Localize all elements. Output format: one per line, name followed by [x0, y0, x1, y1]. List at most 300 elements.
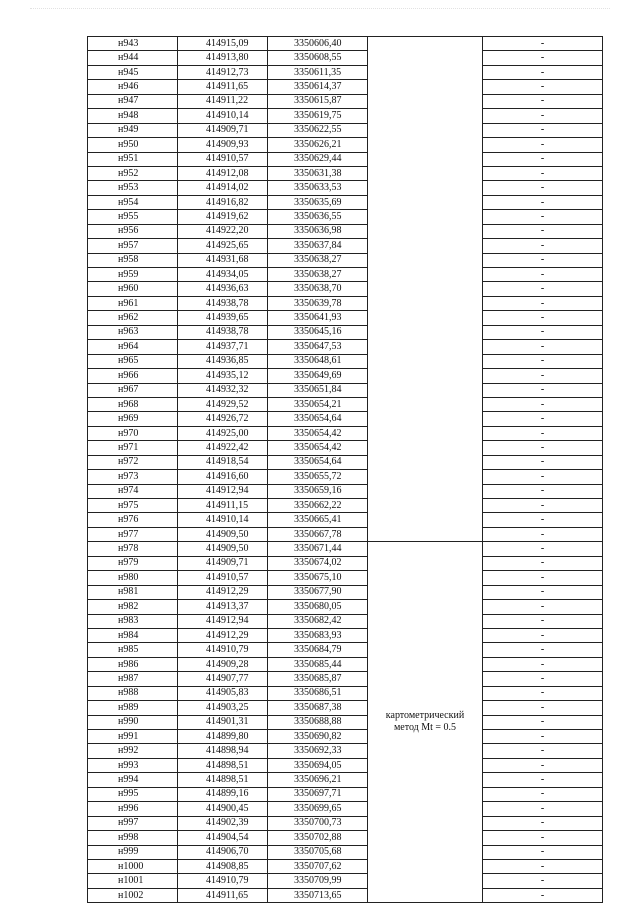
point-name-cell: н995: [88, 787, 178, 801]
y-coordinate-cell: 3350614,37: [268, 80, 368, 94]
y-coordinate-cell: 3350635,69: [268, 195, 368, 209]
dash-cell: -: [483, 94, 603, 108]
dash-cell: -: [483, 181, 603, 195]
y-coordinate-cell: 3350683,93: [268, 628, 368, 642]
point-name-cell: н973: [88, 470, 178, 484]
y-coordinate-cell: 3350654,64: [268, 455, 368, 469]
dash-cell: -: [483, 152, 603, 166]
table-row: [88, 80, 603, 94]
table-row: [88, 94, 603, 108]
point-name-cell: н999: [88, 845, 178, 859]
method-cell-upper: [368, 37, 483, 542]
y-coordinate-cell: 3350684,79: [268, 643, 368, 657]
table-row: [88, 181, 603, 195]
dash-cell: -: [483, 325, 603, 339]
dash-cell: -: [483, 499, 603, 513]
y-coordinate-cell: 3350637,84: [268, 239, 368, 253]
x-coordinate-cell: 414919,62: [178, 210, 268, 224]
y-coordinate-cell: 3350694,05: [268, 758, 368, 772]
y-coordinate-cell: 3350639,78: [268, 296, 368, 310]
x-coordinate-cell: 414937,71: [178, 340, 268, 354]
x-coordinate-cell: 414926,72: [178, 412, 268, 426]
dash-cell: -: [483, 224, 603, 238]
x-coordinate-cell: 414935,12: [178, 369, 268, 383]
y-coordinate-cell: 3350696,21: [268, 773, 368, 787]
x-coordinate-cell: 414929,52: [178, 397, 268, 411]
table-row: [88, 845, 603, 859]
point-name-cell: н956: [88, 224, 178, 238]
dash-cell: -: [483, 470, 603, 484]
method-text: картометрический метод Mt = 0.5: [385, 709, 465, 734]
x-coordinate-cell: 414913,37: [178, 600, 268, 614]
dash-cell: -: [483, 195, 603, 209]
x-coordinate-cell: 414906,70: [178, 845, 268, 859]
table-row: [88, 152, 603, 166]
point-name-cell: н979: [88, 556, 178, 570]
table-row: [88, 758, 603, 772]
point-name-cell: н969: [88, 412, 178, 426]
point-name-cell: н991: [88, 730, 178, 744]
point-name-cell: н957: [88, 239, 178, 253]
x-coordinate-cell: 414911,65: [178, 80, 268, 94]
y-coordinate-cell: 3350687,38: [268, 701, 368, 715]
table-row: [88, 614, 603, 628]
table-row: [88, 441, 603, 455]
x-coordinate-cell: 414903,25: [178, 701, 268, 715]
dash-cell: -: [483, 296, 603, 310]
y-coordinate-cell: 3350662,22: [268, 499, 368, 513]
dash-cell: -: [483, 802, 603, 816]
y-coordinate-cell: 3350631,38: [268, 166, 368, 180]
dash-cell: -: [483, 773, 603, 787]
point-name-cell: н993: [88, 758, 178, 772]
x-coordinate-cell: 414909,71: [178, 556, 268, 570]
table-row: [88, 311, 603, 325]
point-name-cell: н968: [88, 397, 178, 411]
table-row: [88, 224, 603, 238]
y-coordinate-cell: 3350641,93: [268, 311, 368, 325]
point-name-cell: н951: [88, 152, 178, 166]
y-coordinate-cell: 3350636,98: [268, 224, 368, 238]
point-name-cell: н954: [88, 195, 178, 209]
x-coordinate-cell: 414901,31: [178, 715, 268, 729]
y-coordinate-cell: 3350707,62: [268, 859, 368, 873]
x-coordinate-cell: 414910,57: [178, 571, 268, 585]
x-coordinate-cell: 414909,71: [178, 123, 268, 137]
dash-cell: -: [483, 441, 603, 455]
dash-cell: -: [483, 628, 603, 642]
point-name-cell: н959: [88, 268, 178, 282]
point-name-cell: н1002: [88, 888, 178, 902]
y-coordinate-cell: 3350674,02: [268, 556, 368, 570]
table-row: [88, 513, 603, 527]
table-row: [88, 643, 603, 657]
table-row: [88, 744, 603, 758]
y-coordinate-cell: 3350633,53: [268, 181, 368, 195]
table-row: [88, 874, 603, 888]
x-coordinate-cell: 414909,28: [178, 657, 268, 671]
dash-cell: -: [483, 816, 603, 830]
point-name-cell: н985: [88, 643, 178, 657]
dash-cell: -: [483, 253, 603, 267]
x-coordinate-cell: 414912,73: [178, 65, 268, 79]
x-coordinate-cell: 414912,94: [178, 614, 268, 628]
table-row: [88, 816, 603, 830]
dash-cell: -: [483, 123, 603, 137]
point-name-cell: н970: [88, 426, 178, 440]
x-coordinate-cell: 414911,15: [178, 499, 268, 513]
table-row: [88, 138, 603, 152]
table-row: [88, 109, 603, 123]
y-coordinate-cell: 3350636,55: [268, 210, 368, 224]
dash-cell: -: [483, 268, 603, 282]
dash-cell: -: [483, 701, 603, 715]
x-coordinate-cell: 414904,54: [178, 831, 268, 845]
y-coordinate-cell: 3350638,27: [268, 268, 368, 282]
table-row: [88, 37, 603, 51]
point-name-cell: н971: [88, 441, 178, 455]
y-coordinate-cell: 3350677,90: [268, 585, 368, 599]
table-row: [88, 282, 603, 296]
dash-cell: -: [483, 340, 603, 354]
table-row: [88, 166, 603, 180]
dash-cell: -: [483, 455, 603, 469]
dash-cell: -: [483, 888, 603, 902]
y-coordinate-cell: 3350709,99: [268, 874, 368, 888]
y-coordinate-cell: 3350619,75: [268, 109, 368, 123]
y-coordinate-cell: 3350688,88: [268, 715, 368, 729]
point-name-cell: н963: [88, 325, 178, 339]
dash-cell: -: [483, 109, 603, 123]
x-coordinate-cell: 414912,08: [178, 166, 268, 180]
dash-cell: -: [483, 744, 603, 758]
y-coordinate-cell: 3350685,44: [268, 657, 368, 671]
y-coordinate-cell: 3350700,73: [268, 816, 368, 830]
dash-cell: -: [483, 282, 603, 296]
point-name-cell: н988: [88, 686, 178, 700]
point-name-cell: н974: [88, 484, 178, 498]
dash-cell: -: [483, 672, 603, 686]
point-name-cell: н948: [88, 109, 178, 123]
point-name-cell: н984: [88, 628, 178, 642]
dash-cell: -: [483, 210, 603, 224]
y-coordinate-cell: 3350611,35: [268, 65, 368, 79]
x-coordinate-cell: 414910,14: [178, 513, 268, 527]
table-row: [88, 195, 603, 209]
table-row: [88, 383, 603, 397]
point-name-cell: н946: [88, 80, 178, 94]
coordinates-table-body: [88, 37, 603, 903]
point-name-cell: н958: [88, 253, 178, 267]
point-name-cell: н976: [88, 513, 178, 527]
x-coordinate-cell: 414914,02: [178, 181, 268, 195]
point-name-cell: н964: [88, 340, 178, 354]
y-coordinate-cell: 3350645,16: [268, 325, 368, 339]
table-row: [88, 268, 603, 282]
table-row: [88, 470, 603, 484]
dash-cell: -: [483, 600, 603, 614]
x-coordinate-cell: 414910,57: [178, 152, 268, 166]
point-name-cell: н943: [88, 37, 178, 51]
point-name-cell: н949: [88, 123, 178, 137]
table-row: [88, 686, 603, 700]
dash-cell: -: [483, 831, 603, 845]
x-coordinate-cell: 414925,65: [178, 239, 268, 253]
y-coordinate-cell: 3350682,42: [268, 614, 368, 628]
x-coordinate-cell: 414938,78: [178, 296, 268, 310]
x-coordinate-cell: 414900,45: [178, 802, 268, 816]
dash-cell: -: [483, 643, 603, 657]
x-coordinate-cell: 414910,79: [178, 874, 268, 888]
dash-cell: -: [483, 513, 603, 527]
point-name-cell: н996: [88, 802, 178, 816]
point-name-cell: н981: [88, 585, 178, 599]
y-coordinate-cell: 3350651,84: [268, 383, 368, 397]
table-row: [88, 369, 603, 383]
y-coordinate-cell: 3350699,65: [268, 802, 368, 816]
point-name-cell: н972: [88, 455, 178, 469]
x-coordinate-cell: 414910,79: [178, 643, 268, 657]
y-coordinate-cell: 3350638,70: [268, 282, 368, 296]
table-row: [88, 65, 603, 79]
point-name-cell: н987: [88, 672, 178, 686]
y-coordinate-cell: 3350648,61: [268, 354, 368, 368]
y-coordinate-cell: 3350692,33: [268, 744, 368, 758]
x-coordinate-cell: 414910,14: [178, 109, 268, 123]
table-row: [88, 325, 603, 339]
y-coordinate-cell: 3350615,87: [268, 94, 368, 108]
dash-cell: -: [483, 845, 603, 859]
point-name-cell: н962: [88, 311, 178, 325]
y-coordinate-cell: 3350713,65: [268, 888, 368, 902]
table-row: [88, 455, 603, 469]
table-row: [88, 397, 603, 411]
point-name-cell: н1000: [88, 859, 178, 873]
y-coordinate-cell: 3350685,87: [268, 672, 368, 686]
dash-cell: -: [483, 686, 603, 700]
table-row: [88, 571, 603, 585]
x-coordinate-cell: 414907,77: [178, 672, 268, 686]
x-coordinate-cell: 414909,50: [178, 527, 268, 541]
point-name-cell: н983: [88, 614, 178, 628]
table-row: [88, 701, 603, 715]
table-row: [88, 600, 603, 614]
x-coordinate-cell: 414899,80: [178, 730, 268, 744]
dash-cell: -: [483, 542, 603, 556]
point-name-cell: н950: [88, 138, 178, 152]
point-name-cell: н965: [88, 354, 178, 368]
x-coordinate-cell: 414939,65: [178, 311, 268, 325]
y-coordinate-cell: 3350626,21: [268, 138, 368, 152]
table-row: [88, 787, 603, 801]
table-row: [88, 730, 603, 744]
point-name-cell: н955: [88, 210, 178, 224]
dash-cell: -: [483, 614, 603, 628]
y-coordinate-cell: 3350647,53: [268, 340, 368, 354]
table-row: [88, 556, 603, 570]
x-coordinate-cell: 414922,20: [178, 224, 268, 238]
dash-cell: -: [483, 556, 603, 570]
point-name-cell: н944: [88, 51, 178, 65]
table-row: [88, 499, 603, 513]
dash-cell: -: [483, 383, 603, 397]
y-coordinate-cell: 3350654,64: [268, 412, 368, 426]
x-coordinate-cell: 414902,39: [178, 816, 268, 830]
coordinates-table: [87, 36, 603, 903]
table-row: [88, 672, 603, 686]
y-coordinate-cell: 3350705,68: [268, 845, 368, 859]
y-coordinate-cell: 3350667,78: [268, 527, 368, 541]
y-coordinate-cell: 3350686,51: [268, 686, 368, 700]
y-coordinate-cell: 3350654,42: [268, 441, 368, 455]
y-coordinate-cell: 3350629,44: [268, 152, 368, 166]
table-row: [88, 123, 603, 137]
x-coordinate-cell: 414909,93: [178, 138, 268, 152]
table-row: [88, 354, 603, 368]
table-row: [88, 51, 603, 65]
x-coordinate-cell: 414916,82: [178, 195, 268, 209]
dash-cell: -: [483, 37, 603, 51]
y-coordinate-cell: 3350675,10: [268, 571, 368, 585]
dash-cell: -: [483, 527, 603, 541]
table-row: [88, 859, 603, 873]
dash-cell: -: [483, 874, 603, 888]
point-name-cell: н966: [88, 369, 178, 383]
point-name-cell: н986: [88, 657, 178, 671]
dash-cell: -: [483, 715, 603, 729]
dash-cell: -: [483, 369, 603, 383]
dash-cell: -: [483, 657, 603, 671]
table-row: [88, 657, 603, 671]
table-row: [88, 484, 603, 498]
table-row: [88, 426, 603, 440]
x-coordinate-cell: 414911,65: [178, 888, 268, 902]
scan-header-artifact: [30, 8, 610, 15]
y-coordinate-cell: 3350606,40: [268, 37, 368, 51]
table-row: [88, 831, 603, 845]
y-coordinate-cell: 3350680,05: [268, 600, 368, 614]
x-coordinate-cell: 414931,68: [178, 253, 268, 267]
table-row: [88, 296, 603, 310]
x-coordinate-cell: 414936,63: [178, 282, 268, 296]
dash-cell: -: [483, 859, 603, 873]
x-coordinate-cell: 414899,16: [178, 787, 268, 801]
y-coordinate-cell: 3350654,42: [268, 426, 368, 440]
x-coordinate-cell: 414915,09: [178, 37, 268, 51]
table-row: [88, 239, 603, 253]
dash-cell: -: [483, 80, 603, 94]
point-name-cell: н992: [88, 744, 178, 758]
x-coordinate-cell: 414912,29: [178, 628, 268, 642]
x-coordinate-cell: 414912,29: [178, 585, 268, 599]
x-coordinate-cell: 414934,05: [178, 268, 268, 282]
point-name-cell: н994: [88, 773, 178, 787]
point-name-cell: н960: [88, 282, 178, 296]
table-row: [88, 773, 603, 787]
point-name-cell: н953: [88, 181, 178, 195]
method-cell: [368, 542, 483, 903]
point-name-cell: н977: [88, 527, 178, 541]
y-coordinate-cell: 3350649,69: [268, 369, 368, 383]
dash-cell: -: [483, 51, 603, 65]
table-row: [88, 253, 603, 267]
x-coordinate-cell: 414918,54: [178, 455, 268, 469]
y-coordinate-cell: 3350622,55: [268, 123, 368, 137]
y-coordinate-cell: 3350697,71: [268, 787, 368, 801]
point-name-cell: н945: [88, 65, 178, 79]
y-coordinate-cell: 3350608,55: [268, 51, 368, 65]
dash-cell: -: [483, 758, 603, 772]
x-coordinate-cell: 414909,50: [178, 542, 268, 556]
dash-cell: -: [483, 787, 603, 801]
point-name-cell: н947: [88, 94, 178, 108]
table-row: [88, 527, 603, 541]
y-coordinate-cell: 3350702,88: [268, 831, 368, 845]
point-name-cell: н982: [88, 600, 178, 614]
x-coordinate-cell: 414925,00: [178, 426, 268, 440]
dash-cell: -: [483, 65, 603, 79]
table-row: [88, 340, 603, 354]
point-name-cell: н997: [88, 816, 178, 830]
y-coordinate-cell: 3350690,82: [268, 730, 368, 744]
x-coordinate-cell: 414898,94: [178, 744, 268, 758]
y-coordinate-cell: 3350655,72: [268, 470, 368, 484]
dash-cell: -: [483, 311, 603, 325]
table-row: [88, 802, 603, 816]
point-name-cell: н989: [88, 701, 178, 715]
dash-cell: -: [483, 426, 603, 440]
dash-cell: -: [483, 484, 603, 498]
table-row: [88, 542, 603, 556]
dash-cell: -: [483, 239, 603, 253]
x-coordinate-cell: 414916,60: [178, 470, 268, 484]
x-coordinate-cell: 414898,51: [178, 773, 268, 787]
x-coordinate-cell: 414936,85: [178, 354, 268, 368]
x-coordinate-cell: 414898,51: [178, 758, 268, 772]
y-coordinate-cell: 3350638,27: [268, 253, 368, 267]
dash-cell: -: [483, 138, 603, 152]
dash-cell: -: [483, 166, 603, 180]
table-row: [88, 628, 603, 642]
dash-cell: -: [483, 571, 603, 585]
table-row: [88, 412, 603, 426]
y-coordinate-cell: 3350659,16: [268, 484, 368, 498]
table-row: [88, 715, 603, 729]
dash-cell: -: [483, 397, 603, 411]
point-name-cell: н998: [88, 831, 178, 845]
point-name-cell: н975: [88, 499, 178, 513]
dash-cell: -: [483, 354, 603, 368]
x-coordinate-cell: 414932,32: [178, 383, 268, 397]
x-coordinate-cell: 414913,80: [178, 51, 268, 65]
table-row: [88, 210, 603, 224]
table-row: [88, 888, 603, 902]
point-name-cell: н980: [88, 571, 178, 585]
x-coordinate-cell: 414912,94: [178, 484, 268, 498]
table-row: [88, 585, 603, 599]
x-coordinate-cell: 414911,22: [178, 94, 268, 108]
dash-cell: -: [483, 730, 603, 744]
dash-cell: -: [483, 585, 603, 599]
x-coordinate-cell: 414938,78: [178, 325, 268, 339]
y-coordinate-cell: 3350665,41: [268, 513, 368, 527]
x-coordinate-cell: 414908,85: [178, 859, 268, 873]
dash-cell: -: [483, 412, 603, 426]
x-coordinate-cell: 414922,42: [178, 441, 268, 455]
y-coordinate-cell: 3350654,21: [268, 397, 368, 411]
point-name-cell: н990: [88, 715, 178, 729]
point-name-cell: н961: [88, 296, 178, 310]
